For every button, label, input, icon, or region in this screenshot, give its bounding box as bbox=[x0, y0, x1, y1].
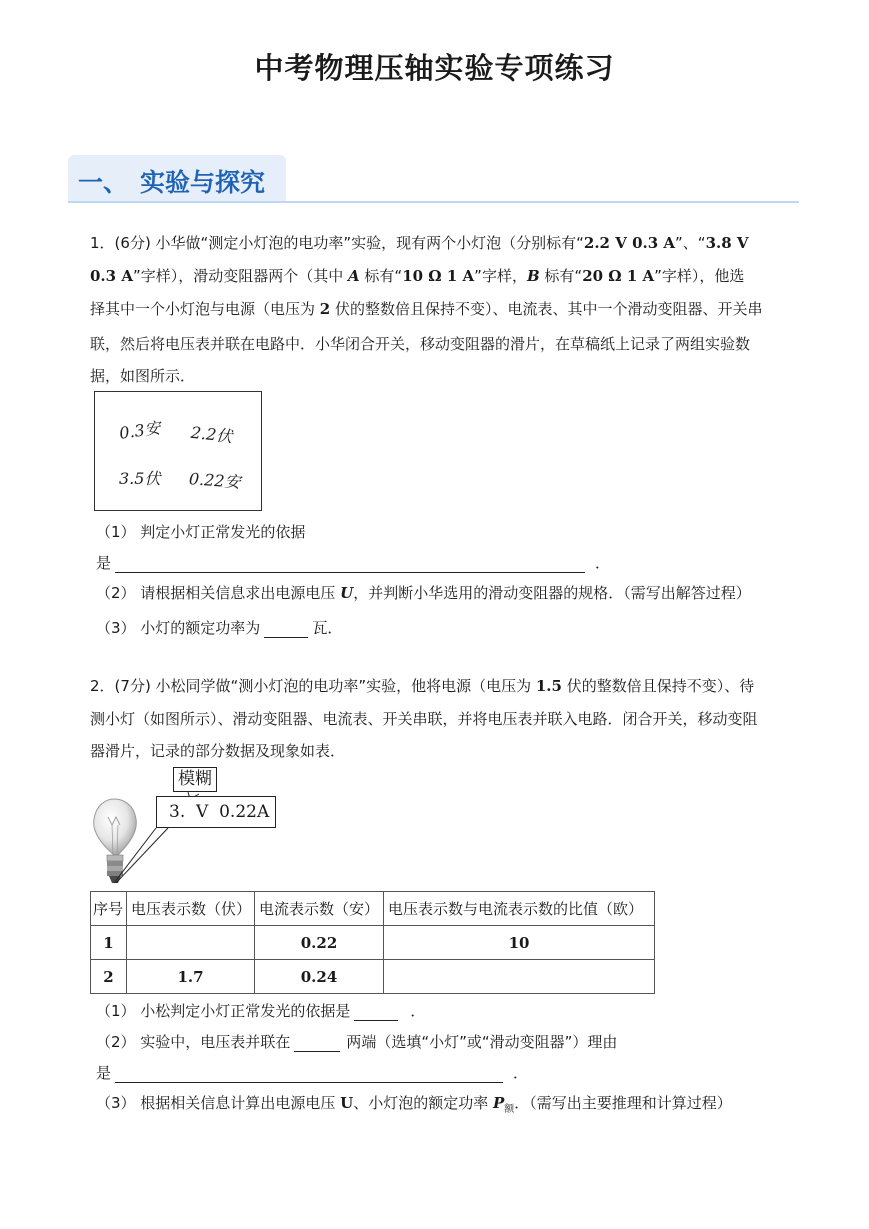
q1-text: 标有“ bbox=[539, 267, 583, 285]
voltage-multiple: 1.5 bbox=[535, 677, 562, 695]
var-p-subscript: 额 bbox=[504, 1104, 515, 1115]
q2-line-1 bbox=[90, 676, 754, 696]
table-header-cell: 电流表示数（安） bbox=[255, 892, 384, 926]
var-p: P bbox=[492, 1094, 505, 1112]
q2-text: （2） 实验中，电压表并联在 bbox=[96, 1033, 291, 1051]
table-cell: 0.24 bbox=[255, 960, 384, 994]
table-cell: 1.7 bbox=[127, 960, 255, 994]
q2-text: 两端（选填“小灯”或“滑动变阻器”）理由 bbox=[346, 1033, 618, 1051]
q2-text: 伏的整数倍且保持不变）、待 bbox=[561, 677, 755, 695]
q1-text: 标有“ bbox=[359, 267, 403, 285]
q2-sub-2 bbox=[96, 1032, 617, 1052]
q1-sub-3 bbox=[96, 618, 342, 638]
q2-text: ． bbox=[513, 1064, 529, 1082]
table-cell: 1 bbox=[91, 926, 127, 960]
q1-line-5: 据，如图所示． bbox=[90, 367, 196, 385]
q2-text: 、小灯泡的额定功率 bbox=[353, 1094, 493, 1112]
page-title: 中考物理压轴实验专项练习 bbox=[254, 51, 615, 85]
q1-text: 瓦． bbox=[312, 619, 343, 637]
q1-text: 择其中一个小灯泡与电源（电压为 bbox=[90, 300, 320, 318]
section-number: 一、 bbox=[78, 168, 129, 197]
table-row bbox=[91, 960, 655, 994]
q1-text: ”、“ bbox=[675, 234, 706, 252]
table-row bbox=[91, 926, 655, 960]
q1-text: （2） 请根据相关信息求出电源电压 bbox=[96, 584, 341, 602]
section-divider bbox=[68, 201, 799, 203]
q1-text: ”字样），他选 bbox=[654, 267, 745, 285]
lamp-spec-b: 0.3 A bbox=[90, 267, 133, 285]
q2-sub-3 bbox=[96, 1093, 732, 1120]
draft-note-current: 0.22安 bbox=[188, 469, 242, 492]
answer-blank[interactable] bbox=[354, 1004, 398, 1021]
q2-text: （1） 小松判定小灯正常发光的依据是 bbox=[96, 1002, 351, 1020]
q2-text: 是 bbox=[96, 1064, 112, 1082]
q2-text: ．（需写出主要推理和计算过程） bbox=[514, 1094, 732, 1112]
q1-text: 1．(6分) 小华做“测定小灯泡的电功率”实验，现有两个小灯泡（分别标有“ bbox=[90, 234, 584, 252]
q1-text: 是 bbox=[96, 554, 112, 572]
var-u: U bbox=[340, 1094, 354, 1112]
table-header-cell: 电压表示数（伏） bbox=[127, 892, 255, 926]
answer-blank[interactable] bbox=[115, 1066, 503, 1083]
draft-note-voltage: 3.5伏 bbox=[119, 469, 161, 488]
table-header-cell: 序号 bbox=[91, 892, 127, 926]
table-cell: 2 bbox=[91, 960, 127, 994]
q1-text: ”字样），滑动变阻器两个（其中 bbox=[132, 267, 349, 285]
draft-note-current: 0.3安 bbox=[118, 418, 162, 443]
q1-line-2 bbox=[90, 266, 744, 286]
q2-text: （3） 根据相关信息计算出电源电压 bbox=[96, 1094, 341, 1112]
answer-blank[interactable] bbox=[115, 556, 585, 573]
q1-sub-1-answer bbox=[96, 553, 610, 573]
table-header-cell: 电压表示数与电流表示数的比值（欧） bbox=[384, 892, 655, 926]
answer-blank[interactable] bbox=[264, 621, 308, 638]
table-cell: 10 bbox=[384, 926, 655, 960]
q2-line-3: 器滑片，记录的部分数据及现象如表． bbox=[90, 742, 346, 760]
q1-text: ”字样， bbox=[474, 267, 527, 285]
var-b: B bbox=[526, 267, 540, 285]
q1-text: 伏的整数倍且保持不变）、电流表、其中一个滑动变阻器、开关串 bbox=[330, 300, 763, 318]
voltage-multiple: 2 bbox=[319, 300, 331, 318]
lamp-spec-a: 2.2 V 0.3 A bbox=[583, 234, 676, 252]
q1-text: ，并判断小华选用的滑动变阻器的规格．（需写出解答过程） bbox=[353, 584, 751, 602]
q2-sub-2-answer bbox=[96, 1063, 528, 1083]
draft-note-voltage: 2.2伏 bbox=[190, 422, 234, 447]
lamp-spec-b: 3.8 V bbox=[705, 234, 749, 252]
var-a: A bbox=[348, 267, 360, 285]
q1-line-1 bbox=[90, 233, 749, 253]
q2-text: ． bbox=[410, 1002, 426, 1020]
rheostat-spec-a: 10 Ω 1 A bbox=[402, 267, 475, 285]
q1-text: （3） 小灯的额定功率为 bbox=[96, 619, 261, 637]
q1-text: ． bbox=[595, 554, 611, 572]
q1-sub-1: （1） 判定小灯正常发光的依据 bbox=[96, 523, 306, 541]
draft-paper-figure bbox=[94, 391, 262, 511]
bulb-rating-label: 3. V 0.22A bbox=[156, 796, 276, 828]
table-cell bbox=[384, 960, 655, 994]
table-header-row bbox=[91, 892, 655, 926]
var-u: U bbox=[340, 584, 354, 602]
q2-line-2: 测小灯（如图所示）、滑动变阻器、电流表、开关串联，并将电压表并联入电路．闭合开关，移动变阻 bbox=[90, 710, 758, 728]
rheostat-spec-b: 20 Ω 1 A bbox=[582, 267, 655, 285]
q2-text: 2．(7分) 小松同学做“测小灯泡的电功率”实验，他将电源（电压为 bbox=[90, 677, 536, 695]
blur-label: 模糊 bbox=[173, 767, 217, 792]
table-cell bbox=[127, 926, 255, 960]
data-table bbox=[90, 891, 655, 994]
table-cell: 0.22 bbox=[255, 926, 384, 960]
answer-blank[interactable] bbox=[294, 1035, 340, 1052]
section-title: 实验与探究 bbox=[140, 168, 266, 197]
q1-line-3 bbox=[90, 299, 763, 319]
q1-line-4: 联，然后将电压表并联在电路中．小华闭合开关，移动变阻器的滑片，在草稿纸上记录了两组实验数 bbox=[90, 335, 751, 353]
q2-sub-1 bbox=[96, 1001, 425, 1021]
q1-sub-2 bbox=[96, 583, 751, 603]
